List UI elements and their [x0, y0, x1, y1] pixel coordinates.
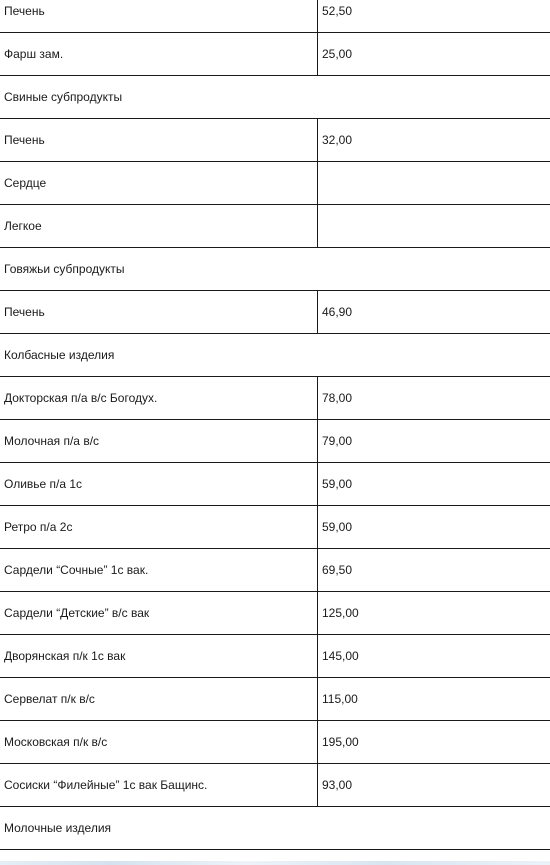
table-row — [0, 678, 550, 721]
table-row — [0, 205, 550, 248]
product-name-cell: Дворянская п/к 1с вак — [0, 635, 318, 678]
product-name-cell: Сардели “Детские” в/с вак — [0, 592, 318, 635]
product-name-cell: Сардели “Сочные” 1с вак. — [0, 549, 318, 592]
table-row — [0, 721, 550, 764]
price-cell: 79,00 — [318, 420, 550, 463]
product-name-cell: Фарш зам. — [0, 33, 318, 76]
price-cell: 145,00 — [318, 635, 550, 678]
product-name-cell: Печень — [0, 119, 318, 162]
product-name-cell: Молочная п/а в/с — [0, 420, 318, 463]
price-cell — [318, 162, 550, 205]
price-cell: 115,00 — [318, 678, 550, 721]
product-name-cell: Оливье п/а 1с — [0, 463, 318, 506]
table-row — [0, 506, 550, 549]
product-name-cell: Сервелат п/к в/с — [0, 678, 318, 721]
price-cell: 69,50 — [318, 549, 550, 592]
table-row — [0, 377, 550, 420]
table-row — [0, 119, 550, 162]
table-row — [0, 420, 550, 463]
table-row — [0, 764, 550, 807]
product-name-cell: Ретро п/а 2с — [0, 506, 318, 549]
table-row — [0, 592, 550, 635]
window-bottom-edge — [0, 861, 550, 865]
category-label: Говяжьи субпродукты — [0, 248, 550, 291]
table-row — [0, 162, 550, 205]
price-cell: 195,00 — [318, 721, 550, 764]
category-row — [0, 807, 550, 850]
category-label: Свиные субпродукты — [0, 76, 550, 119]
category-label: Молочные изделия — [0, 807, 550, 850]
price-cell: 59,00 — [318, 506, 550, 549]
category-row — [0, 248, 550, 291]
table-row — [0, 635, 550, 678]
price-cell: 59,00 — [318, 463, 550, 506]
price-cell: 125,00 — [318, 592, 550, 635]
product-name-cell: Сердце — [0, 162, 318, 205]
table-row — [0, 549, 550, 592]
product-name-cell: Сосиски “Филейные” 1с вак Бащинс. — [0, 764, 318, 807]
category-row — [0, 76, 550, 119]
category-label: Колбасные изделия — [0, 334, 550, 377]
product-name-cell: Печень — [0, 291, 318, 334]
product-name-cell: Докторская п/а в/с Богодух. — [0, 377, 318, 420]
price-cell — [318, 205, 550, 248]
table-row — [0, 463, 550, 506]
price-cell: 25,00 — [318, 33, 550, 76]
price-cell: 93,00 — [318, 764, 550, 807]
price-cell: 46,90 — [318, 291, 550, 334]
table-row — [0, 33, 550, 76]
product-name-cell: Легкое — [0, 205, 318, 248]
product-name-cell: Печень — [0, 0, 318, 33]
category-row — [0, 334, 550, 377]
price-cell: 78,00 — [318, 377, 550, 420]
table-row — [0, 291, 550, 334]
price-cell: 32,00 — [318, 119, 550, 162]
table-row — [0, 0, 550, 33]
product-name-cell: Московская п/к в/с — [0, 721, 318, 764]
price-cell: 52,50 — [318, 0, 550, 33]
